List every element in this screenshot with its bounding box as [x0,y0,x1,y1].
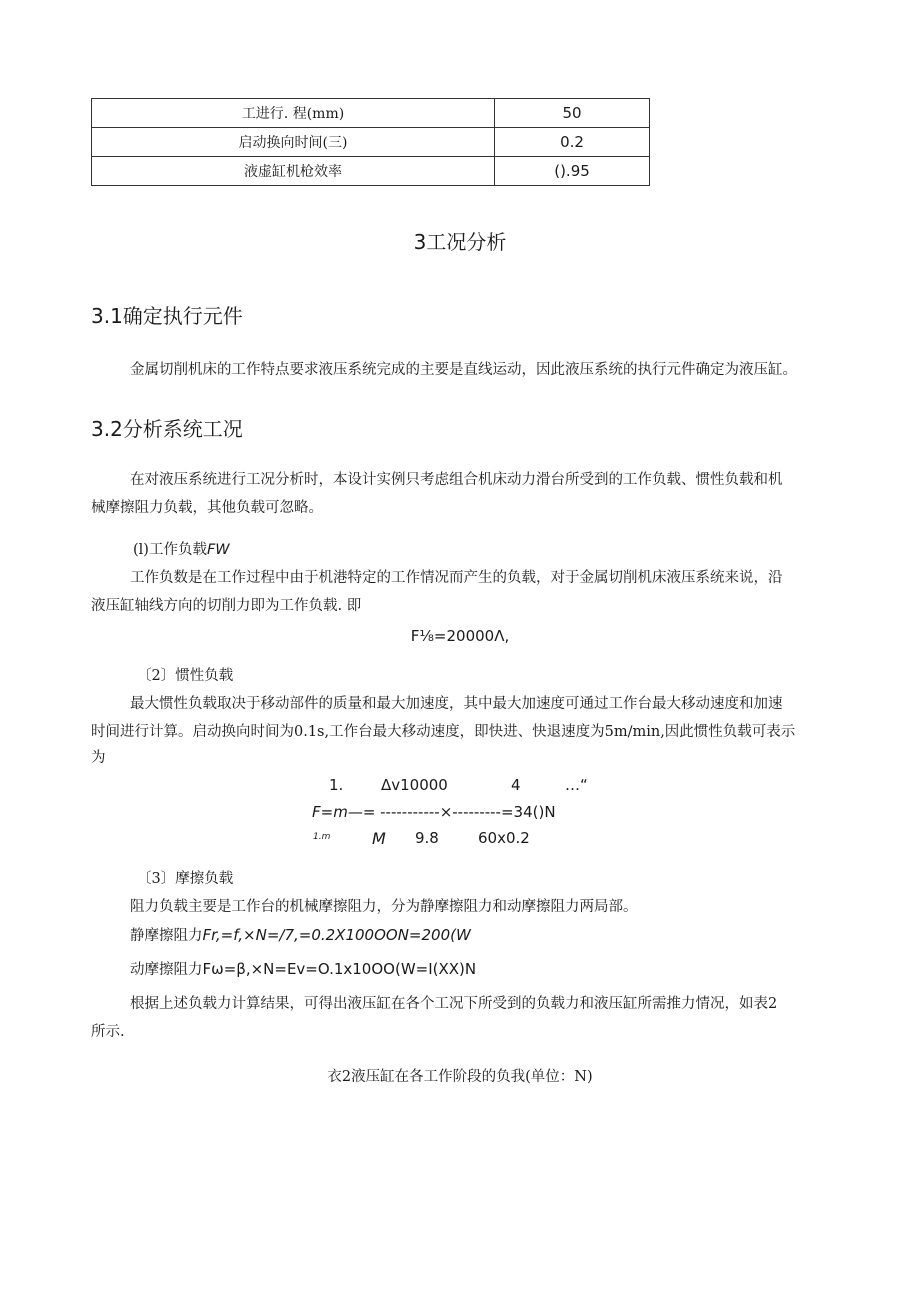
formula-top-4: …“ [565,776,588,794]
friction-dynamic-formula: Fω=β,×N=Ev=O.1x10OO(W=I(XX)N [202,960,477,978]
parameter-table [91,98,650,186]
work-load-heading-text: (l)工作负载 [133,542,207,558]
inertia-load-line2: 时间进行计算。启动换向时间为0.1s,工作台最大移动速度，即快进、快退速度为5m∕min,因此惯性负载可表示 [91,724,796,740]
table-cell-value: 0.2 [495,128,650,157]
table-cell-label: 液虚缸机枪效率 [92,157,495,186]
section-3-2-intro-line2: 械摩擦阻力负载，其他负载可忽略。 [91,500,323,516]
inertia-load-heading: 〔2〕惯性负载 [137,668,234,684]
friction-static [130,921,471,950]
friction-dynamic [130,955,476,984]
work-load-line1: 工作负数是在工作过程中由于机港特定的工作情况而产生的负载，对于金属切削机床液压系统来说，沿 [130,570,783,586]
formula-subscript: 1.m [313,832,331,842]
table-cell-value: 50 [495,99,650,128]
work-load-line2: 液压缸轴线方向的切削力即为工作负载. 即 [91,598,362,614]
table-row [92,128,650,157]
formula-mid [312,803,556,821]
conclusion-line2: 所示. [91,1024,125,1040]
conclusion-line1: 根据上述负载力计算结果，可得出液压缸在各个工况下所受到的负载力和液压缸所需推力情况，如表2 [130,996,778,1012]
formula-top-3: 4 [511,776,521,794]
friction-dynamic-label: 动摩擦阻力 [130,962,203,978]
friction-load-heading: 〔3〕摩擦负载 [137,871,234,887]
work-load-formula: F⅛=20000Λ, [410,627,510,645]
formula-mid-rest: —= -----------×---------=34()N [347,803,556,821]
friction-load-line1: 阻力负载主要是工作台的机械摩擦阻力，分为静摩擦阻力和动摩擦阻力两局部。 [130,899,638,915]
table-cell-label: 工进行. 程(mm) [92,99,495,128]
section-3-2-title: 3.2分析系统工况 [91,417,243,441]
formula-top-1: 1. [329,776,344,794]
table-row [92,157,650,186]
table-cell-label: 启动换向时间(三) [92,128,495,157]
friction-static-label: 静摩擦阻力 [130,928,203,944]
formula-mid-var: F=m [312,803,348,821]
work-load-symbol: FW [206,542,230,558]
formula-bottom-2: 9.8 [415,829,439,847]
table-cell-value: ().95 [495,157,650,186]
inertia-load-line3: 为 [91,750,106,766]
inertia-load-line1: 最大惯性负载取决于移动部件的质量和最大加速度，其中最大加速度可通过工作台最大移动速度和加速 [130,696,783,712]
table2-caption: 衣2液压缸在各工作阶段的负我(单位：N) [327,1069,593,1085]
work-load-heading [133,536,230,564]
chapter-title: 3工况分析 [413,230,507,254]
section-3-1-title: 3.1确定执行元件 [91,304,243,328]
formula-bottom-3: 60x0.2 [478,829,530,847]
section-3-2-intro-line1: 在对液压系统进行工况分析时，本设计实例只考虑组合机床动力滑台所受到的工作负载、惯性负载和机 [130,472,783,488]
table-row [92,99,650,128]
formula-bottom-1: M [372,829,386,848]
section-3-1-text: 金属切削机床的工作特点要求液压系统完成的主要是直线运动，因此液压系统的执行元件确定为液压缸。 [130,362,797,378]
formula-top-2: Δv10000 [381,776,448,794]
friction-static-formula: Fr,=f,×N=∕7,=0.2X100OON=200(W [202,926,471,944]
